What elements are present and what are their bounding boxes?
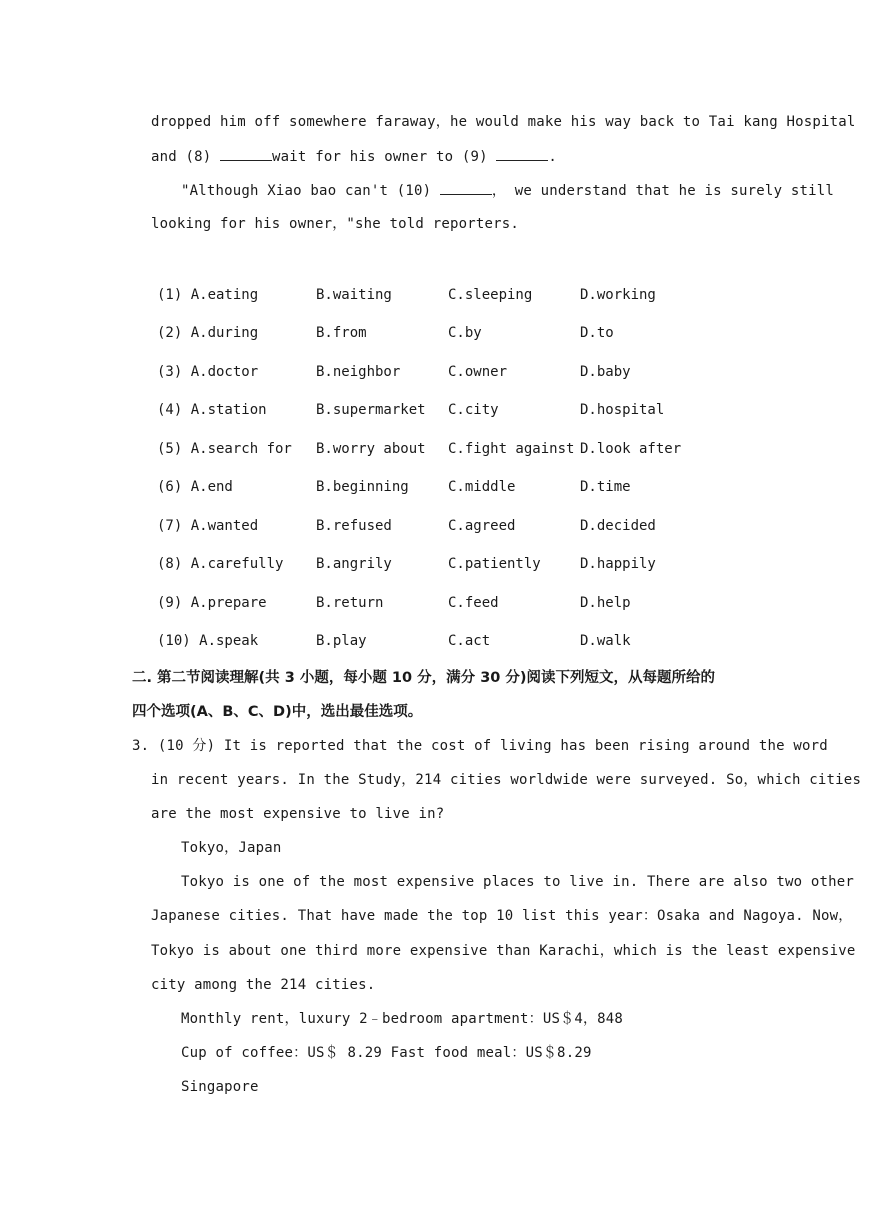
option-d: D.to <box>580 325 614 341</box>
tokyo-paragraph-line-4: city among the 214 cities. <box>151 977 376 993</box>
option-a: (3) A.doctor <box>157 364 259 380</box>
answer-blank-8 <box>220 146 272 161</box>
option-d: D.walk <box>580 633 631 649</box>
option-b: B.supermarket <box>316 402 426 418</box>
option-c: C.city <box>448 402 499 418</box>
option-c: C.act <box>448 633 491 649</box>
passage-text: ， we understand that he is surely still <box>491 183 834 199</box>
passage-text: . <box>548 149 558 165</box>
option-c: C.fight against <box>448 441 575 457</box>
answer-blank-9 <box>496 146 548 161</box>
option-b: B.angrily <box>316 556 392 572</box>
option-d: D.happily <box>580 556 656 572</box>
option-a: (10) A.speak <box>157 633 259 649</box>
option-a: (7) A.wanted <box>157 518 259 534</box>
option-b: B.refused <box>316 518 392 534</box>
passage-line-3 <box>181 180 834 201</box>
option-b: B.neighbor <box>316 364 401 380</box>
section-heading-line-2: 四个选项(A、B、C、D)中，选出最佳选项。 <box>132 704 423 720</box>
question-3-line-3: are the most expensive to live in? <box>151 806 445 822</box>
option-c: C.sleeping <box>448 287 533 303</box>
option-a: (5) A.search for <box>157 441 292 457</box>
option-a: (9) A.prepare <box>157 595 267 611</box>
passage-line-2 <box>151 146 557 167</box>
tokyo-paragraph-line-1: Tokyo is one of the most expensive places to live in. There are also two other <box>181 874 855 890</box>
tokyo-paragraph-line-3: Tokyo is about one third more expensive than Karachi，which is the least expensive <box>151 943 856 959</box>
question-3-line-1: 3. (10 分) It is reported that the cost of living has been rising around the word <box>132 738 828 754</box>
option-c: C.agreed <box>448 518 516 534</box>
option-d: D.help <box>580 595 631 611</box>
option-c: C.middle <box>448 479 516 495</box>
option-d: D.working <box>580 287 656 303</box>
tokyo-paragraph-line-2: Japanese cities. That have made the top 10 list this year：Osaka and Nagoya. Now， <box>151 908 853 924</box>
option-b: B.from <box>316 325 367 341</box>
passage-line-1: dropped him off somewhere faraway，he would make his way back to Tai kang Hospital <box>151 114 856 130</box>
option-d: D.decided <box>580 518 656 534</box>
option-b: B.beginning <box>316 479 409 495</box>
answer-blank-10 <box>440 180 492 195</box>
tokyo-rent: Monthly rent，luxury 2﹣bedroom apartment：US＄4，848 <box>181 1011 624 1027</box>
option-b: B.worry about <box>316 441 426 457</box>
passage-line-4: looking for his owner，"she told reporters. <box>151 216 519 232</box>
option-d: D.baby <box>580 364 631 380</box>
section-heading-line-1: 二. 第二节阅读理解(共 3 小题，每小题 10 分，满分 30 分)阅读下列短文，从每题所给的 <box>132 670 716 686</box>
option-a: (8) A.carefully <box>157 556 284 572</box>
option-b: B.play <box>316 633 367 649</box>
option-d: D.hospital <box>580 402 665 418</box>
question-3-line-2: in recent years. In the Study，214 cities worldwide were surveyed. So，which cities <box>151 772 862 788</box>
option-a: (1) A.eating <box>157 287 259 303</box>
city-heading-tokyo: Tokyo，Japan <box>181 840 282 856</box>
city-heading-singapore: Singapore <box>181 1079 259 1095</box>
option-d: D.time <box>580 479 631 495</box>
passage-text: wait for his owner to (9) <box>272 149 488 165</box>
option-c: C.patiently <box>448 556 541 572</box>
option-b: B.return <box>316 595 384 611</box>
passage-text: and (8) <box>151 149 212 165</box>
tokyo-coffee-meal: Cup of coffee：US＄ 8.29 Fast food meal：US＄8.29 <box>181 1045 592 1061</box>
passage-text: "Although Xiao bao can't (10) <box>181 183 432 199</box>
option-a: (2) A.during <box>157 325 259 341</box>
option-a: (6) A.end <box>157 479 233 495</box>
option-b: B.waiting <box>316 287 392 303</box>
option-a: (4) A.station <box>157 402 267 418</box>
option-d: D.look after <box>580 441 682 457</box>
option-c: C.owner <box>448 364 508 380</box>
option-c: C.by <box>448 325 482 341</box>
option-c: C.feed <box>448 595 499 611</box>
